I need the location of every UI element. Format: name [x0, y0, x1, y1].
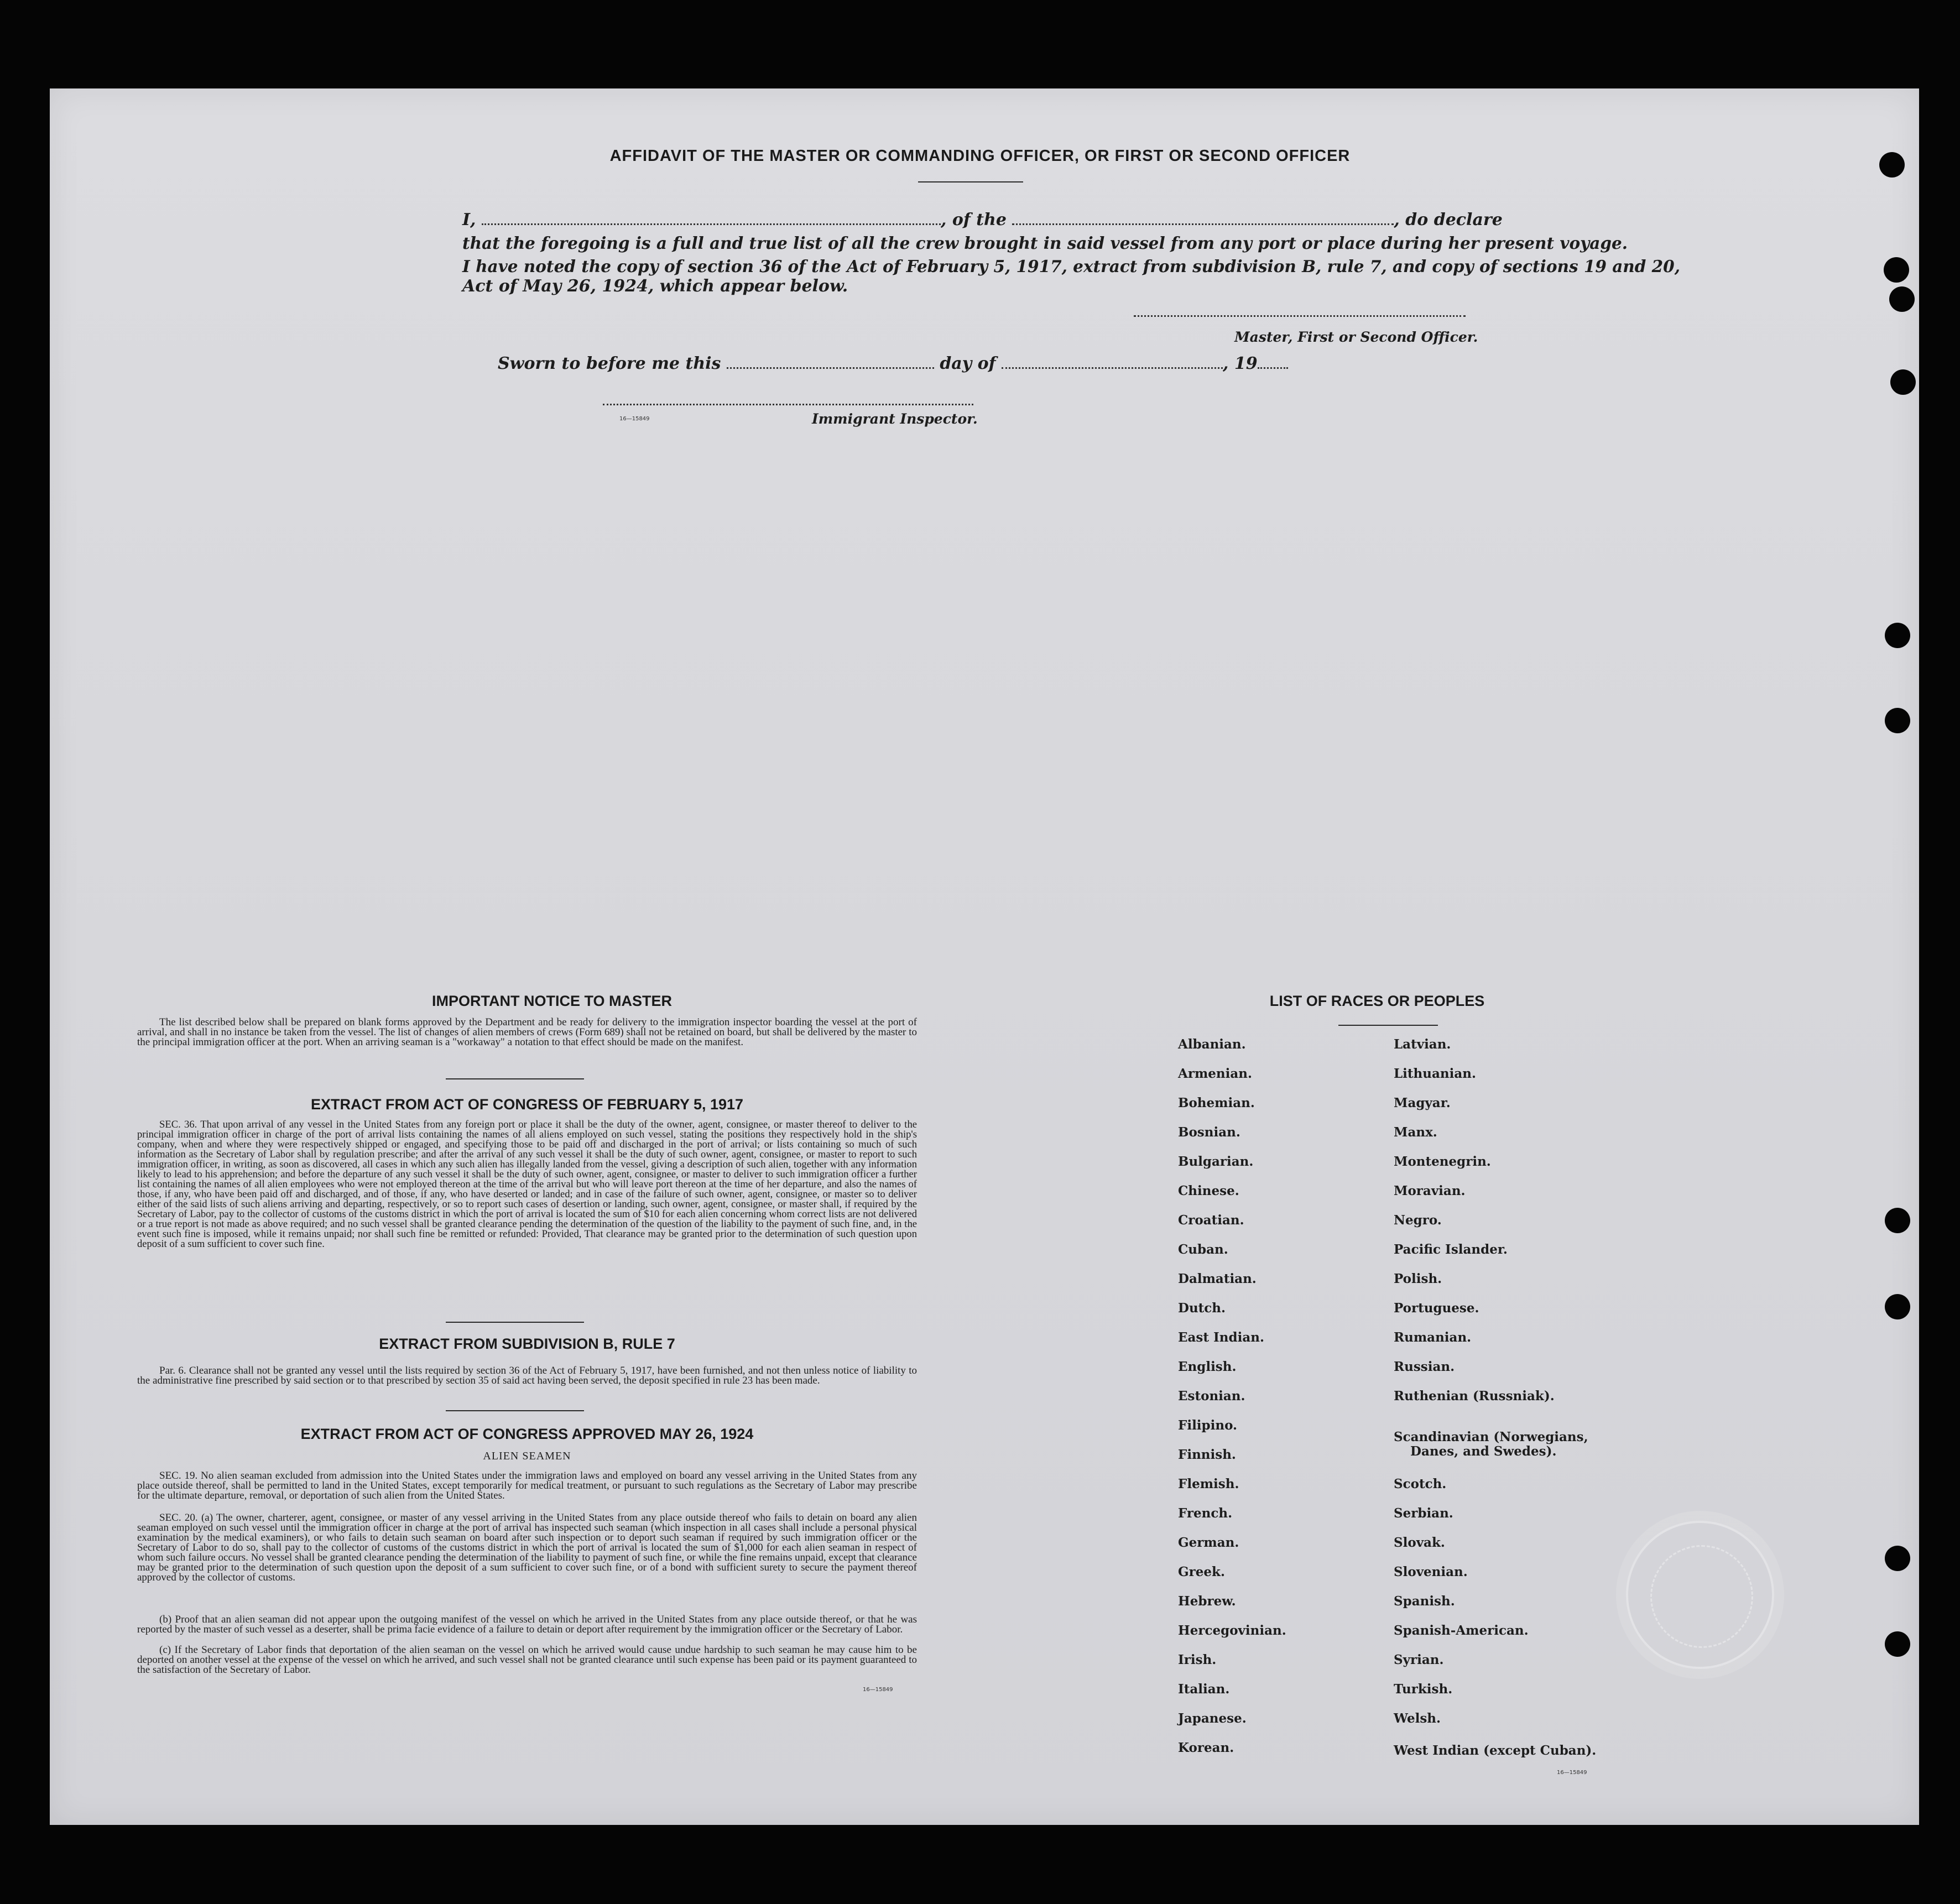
- race-item: Syrian.: [1394, 1652, 1444, 1667]
- race-item: Scandinavian (Norwegians,: [1394, 1430, 1588, 1444]
- alien-seamen-subtitle: ALIEN SEAMEN: [483, 1450, 571, 1462]
- section-rule: [446, 1078, 584, 1079]
- master-label: Master, First or Second Officer.: [1234, 329, 1478, 345]
- binder-hole: [1885, 708, 1910, 733]
- race-item: Hercegovinian.: [1178, 1623, 1286, 1638]
- race-item: Spanish.: [1394, 1594, 1455, 1609]
- race-item: Portuguese.: [1394, 1301, 1479, 1316]
- sec-20c-text: (c) If the Secretary of Labor finds that deportation of the alien seaman on the vessel on which he arrived would cause undue hardship to such seaman he may cause him to be deported on another vessel at the expense of the vessel on which he arrived, and such vessel shall not be granted clearance until such expense has been paid or its payment guaranteed to the satisfaction of the Secretary of Labor.: [137, 1644, 917, 1676]
- race-item: Ruthenian (Russniak).: [1394, 1389, 1555, 1404]
- race-item: English.: [1178, 1359, 1237, 1374]
- race-item: Armenian.: [1178, 1066, 1253, 1081]
- form-number: 16—15849: [619, 416, 650, 422]
- title-rule: [918, 181, 1023, 182]
- race-item: Filipino.: [1178, 1418, 1238, 1433]
- race-item: Japanese.: [1178, 1711, 1247, 1726]
- binder-hole: [1885, 1631, 1910, 1657]
- race-item: Moravian.: [1394, 1183, 1466, 1198]
- sworn-month-blank[interactable]: [1002, 367, 1223, 369]
- race-item: Lithuanian.: [1394, 1066, 1476, 1081]
- race-item: Croatian.: [1178, 1213, 1244, 1228]
- inspector-label: Immigrant Inspector.: [812, 411, 978, 427]
- races-title: LIST OF RACES OR PEOPLES: [1269, 993, 1485, 1009]
- race-item: Cuban.: [1178, 1242, 1228, 1257]
- vessel-blank[interactable]: [1012, 223, 1394, 225]
- race-item: Korean.: [1178, 1740, 1234, 1755]
- race-item: Latvian.: [1394, 1037, 1451, 1052]
- binder-hole: [1890, 369, 1916, 395]
- race-item: Montenegrin.: [1394, 1154, 1491, 1169]
- race-item: Finnish.: [1178, 1447, 1236, 1462]
- affidavit-i-label: I,: [462, 210, 476, 229]
- inspector-signature-blank[interactable]: [603, 404, 973, 405]
- affidavit-title: AFFIDAVIT OF THE MASTER OR COMMANDING OFFICER, OR FIRST OR SECOND OFFICER: [609, 147, 1351, 165]
- race-item: Estonian.: [1178, 1389, 1245, 1404]
- year-label: , 19: [1223, 354, 1258, 373]
- sec-20a-text: SEC. 20. (a) The owner, charterer, agent, consignee, or master of any vessel arriving in the United States from any place outside thereof who fails to detain on board any alien seaman employed on such vessel until the immigration officer in charge at the port of arrival has inspected such seaman (which inspection in all cases shall include a personal physical examination by the medical examiners), or who fails to detain such seaman on board after such inspection or to deport such seaman if required by such immigration officer or the Secretary of Labor to do so, shall pay to the collector of customs of the customs district in which the port of arrival is located the sum of $1,000 for each alien seaman in respect of whom such failure occurs. No vessel shall be granted clearance pending the determination of the liability to payment of such fine, or while the fine remains unpaid, except that clearance may be granted prior to the determination of such question upon the deposit of a sum sufficient to cover such fine, or of a bond with sufficient surety to secure the payment thereof approved by the collector of customs.: [137, 1512, 917, 1583]
- race-item: Dutch.: [1178, 1301, 1226, 1316]
- affidavit-line-1: [462, 210, 1503, 229]
- section-rule: [446, 1322, 584, 1323]
- section-rule: [1338, 1025, 1438, 1026]
- binder-hole: [1884, 257, 1909, 283]
- binder-hole: [1889, 286, 1915, 312]
- race-item: Slovenian.: [1394, 1564, 1468, 1579]
- sworn-prefix: Sworn to before me this: [498, 354, 721, 373]
- race-item: Bohemian.: [1178, 1096, 1255, 1110]
- race-item: Dalmatian.: [1178, 1271, 1257, 1286]
- race-item: Turkish.: [1394, 1682, 1453, 1697]
- race-item: Scotch.: [1394, 1477, 1447, 1491]
- race-item: Rumanian.: [1394, 1330, 1472, 1345]
- race-item: Irish.: [1178, 1652, 1217, 1667]
- form-number: 16—15849: [1557, 1770, 1587, 1776]
- notice-title: IMPORTANT NOTICE TO MASTER: [432, 993, 672, 1009]
- binder-hole: [1885, 1546, 1910, 1571]
- race-item: Pacific Islander.: [1394, 1242, 1508, 1257]
- race-item: Greek.: [1178, 1564, 1225, 1579]
- race-item: Welsh.: [1394, 1711, 1441, 1726]
- sworn-line: [498, 354, 1288, 373]
- race-item: Danes, and Swedes).: [1410, 1444, 1557, 1459]
- race-item: Russian.: [1394, 1359, 1455, 1374]
- race-item: Bosnian.: [1178, 1125, 1240, 1140]
- race-item: Albanian.: [1178, 1037, 1246, 1052]
- race-item: Polish.: [1394, 1271, 1442, 1286]
- race-item: Spanish-American.: [1394, 1623, 1529, 1638]
- extract-1924-title: EXTRACT FROM ACT OF CONGRESS APPROVED MAY 26, 1924: [300, 1426, 754, 1442]
- affidavit-line-2: that the foregoing is a full and true list of all the crew brought in said vessel from any port or place during her present voyage.: [462, 233, 1628, 253]
- sworn-day-blank[interactable]: [727, 367, 934, 369]
- affidavit-line-4: Act of May 26, 1924, which appear below.: [462, 277, 848, 296]
- extract-1917-title: EXTRACT FROM ACT OF CONGRESS OF FEBRUARY 5, 1917: [310, 1096, 744, 1113]
- day-of-label: day of: [940, 354, 996, 373]
- embossed-seal: [1626, 1521, 1774, 1669]
- race-item: Bulgarian.: [1178, 1154, 1254, 1169]
- race-item: Negro.: [1394, 1213, 1442, 1228]
- sec-19-text: SEC. 19. No alien seaman excluded from admission into the United States under the immigration laws and employed on board any vessel arriving in the United States from any place outside thereof, shall be permitted to land in the United States, except temporarily for medical treatment, or pursuant to such regulations as the Secretary of Labor may prescribe for the ultimate departure, removal, or deportation of such alien from the United States.: [137, 1470, 917, 1501]
- race-item: Manx.: [1394, 1125, 1437, 1140]
- notice-text: The list described below shall be prepared on blank forms approved by the Department and be ready for delivery to the immigration inspector boarding the vessel at the port of arrival, and shall in no instance be taken from the vessel. The list of changes of alien members of crews (Form 689) shall not be retained on board, but shall be delivered by the master to the principal immigration officer at the port. When an arriving seaman is a "workaway" a notation to that effect should be made on the manifest.: [137, 1016, 917, 1048]
- binder-hole: [1885, 623, 1910, 648]
- race-item: German.: [1178, 1535, 1239, 1550]
- sec-20b-text: (b) Proof that an alien seaman did not appear upon the outgoing manifest of the vessel on which he arrived in the United States from any place outside thereof, or that he was reported by the master of such vessel as a deserter, shall be prima facie evidence of a failure to detain or deport after requirement by the immigration officer or the Secretary of Labor.: [137, 1614, 917, 1635]
- name-blank[interactable]: [482, 223, 941, 225]
- race-item: West Indian (except Cuban).: [1394, 1743, 1597, 1758]
- do-declare-label: , do declare: [1394, 210, 1503, 229]
- race-item: Magyar.: [1394, 1096, 1451, 1110]
- extract-rule7-title: EXTRACT FROM SUBDIVISION B, RULE 7: [379, 1336, 675, 1352]
- race-item: Slovak.: [1394, 1535, 1445, 1550]
- binder-hole: [1885, 1208, 1910, 1233]
- extract-1917-text: SEC. 36. That upon arrival of any vessel in the United States from any foreign port or place it shall be the duty of the owner, agent, consignee, or master thereof to deliver to the principal immigration officer in charge of the port of arrival lists containing the names of all aliens employed on such vessel, stating the positions they respectively hold in the ship's company, when and where they were respectively shipped or engaged, and specifying those to be paid off and discharged in the port of arrival; or lists containing so much of such information as the Secretary of Labor shall by regulation prescribe; and after the arrival of any such vessel it shall be the duty of such owner, agent, consignee, or master to report to such immigration officer, in writing, as soon as discovered, all cases in which any such alien has illegally landed from the vessel, giving a description of such alien, together with any information likely to lead to his apprehension; and before the departure of any such vessel it shall be the duty of such owner, agent, consignee, or master to deliver to such immigration officer a further list containing the names of all alien employees who were not employed thereon at the time of the arrival but who will leave port thereon at the time of her departure, and also the names of those, if any, who have been paid off and discharged, and of those, if any, who have deserted or landed; and in case of the failure of such owner, agent, consignee, or master so to deliver either of the said lists of such aliens arriving and departing, respectively, or so to report such cases of desertion or landing, such owner, agent, consignee, or master shall, if required by the Secretary of Labor, pay to the collector of customs of the customs district in which the port of arrival is located the sum of $10 for each alien concerning whom correct lists are not delivered or a true report is not made as above required; and no such vessel shall be granted clearance pending the determination of the question of the liability to the payment of such fine, and, in the event such fine is imposed, while it remains unpaid; nor shall such fine be remitted or refunded: Provided, That clearance may be granted prior to the determination of such question upon deposit of a sum sufficient to cover such fine.: [137, 1119, 917, 1250]
- race-item: Italian.: [1178, 1682, 1230, 1697]
- race-item: Hebrew.: [1178, 1594, 1236, 1609]
- race-item: Serbian.: [1394, 1506, 1453, 1521]
- race-item: French.: [1178, 1506, 1233, 1521]
- binder-hole: [1885, 1294, 1910, 1319]
- section-rule: [446, 1410, 584, 1411]
- extract-rule7-text: Par. 6. Clearance shall not be granted any vessel until the lists required by section 36 of the Act of February 5, 1917, have been furnished, and not then unless notice of liability to the administrative fine prescribed by said section or to that prescribed by section 35 of said act having been served, the deposit specified in rule 23 has been made.: [137, 1365, 917, 1386]
- of-the-label: , of the: [940, 210, 1007, 229]
- race-item: Flemish.: [1178, 1477, 1239, 1491]
- sworn-year-blank[interactable]: [1258, 367, 1288, 369]
- affidavit-line-3: I have noted the copy of section 36 of the Act of February 5, 1917, extract from subdivision B, rule 7, and copy of sections 19 and 20,: [462, 257, 1680, 276]
- race-item: Chinese.: [1178, 1183, 1239, 1198]
- master-signature-blank[interactable]: [1134, 315, 1466, 317]
- form-number: 16—15849: [863, 1687, 893, 1693]
- race-item: East Indian.: [1178, 1330, 1264, 1345]
